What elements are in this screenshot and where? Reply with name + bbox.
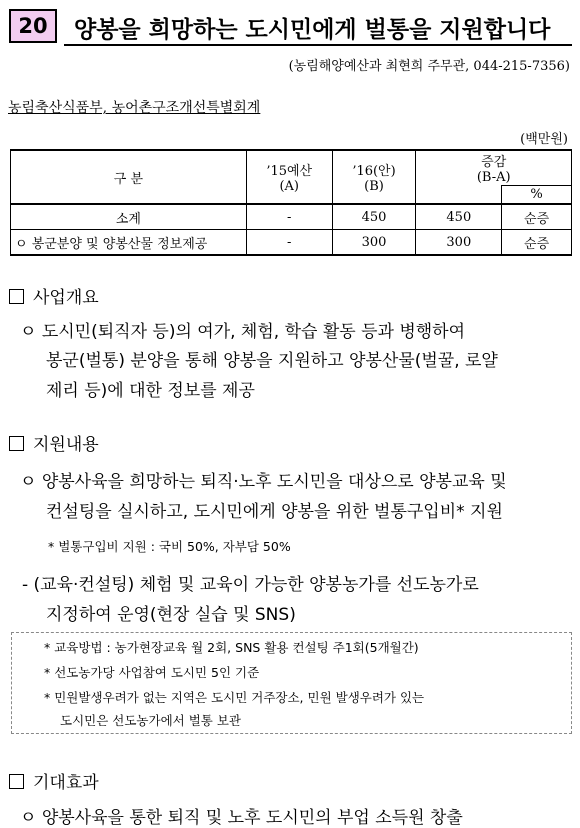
contact-info: (농림해양예산과 최현희 주무관, 044-215-7356) <box>288 59 570 74</box>
notes-box-line-1: * 교육방법 : 농가현장교육 월 2회, SNS 활용 컨설팅 주1회(5개월간) <box>44 640 419 655</box>
row-pct: 순증 <box>502 230 572 256</box>
row-2016: 450 <box>332 204 416 230</box>
header-diff: 증감 (B-A) <box>416 150 572 186</box>
section-effect-heading: 기대효과 <box>9 768 99 793</box>
account-label: 농림축산식품부, 농어촌구조개선특별회계 <box>8 100 261 116</box>
checkbox-square-icon <box>9 289 24 304</box>
overview-line-1: ㅇ 도시민(퇴직자 등)의 여가, 체험, 학습 활동 등과 병행하여 <box>20 322 466 342</box>
header-category: 구 분 <box>11 150 247 204</box>
header-2016: ’16(안) (B) <box>332 150 416 204</box>
support-line-2: 컨설팅을 실시하고, 도시민에게 양봉을 위한 벌통구입비* 지원 <box>46 502 503 522</box>
section-overview-heading: 사업개요 <box>9 283 99 308</box>
unit-label: (백만원) <box>520 132 568 147</box>
support-note: * 벌통구입비 지원 : 국비 50%, 자부담 50% <box>48 539 291 554</box>
notes-box-line-4: 도시민은 선도농가에서 벌통 보관 <box>60 713 241 728</box>
support-dash-line-2: 지정하여 운영(현장 실습 및 SNS) <box>46 605 296 625</box>
row-diff: 300 <box>416 230 502 256</box>
row-pct: 순증 <box>502 204 572 230</box>
row-name: 소계 <box>11 204 247 230</box>
page-title: 양봉을 희망하는 도시민에게 벌통을 지원합니다 <box>74 17 551 43</box>
row-diff: 450 <box>416 204 502 230</box>
table-row <box>11 204 572 230</box>
notes-box-line-2: * 선도농가당 사업참여 도시민 5인 기준 <box>44 665 260 680</box>
effect-line-1: ㅇ 양봉사육을 통한 퇴직 및 노후 도시민의 부업 소득원 창출 <box>20 808 463 828</box>
row-2015: - <box>246 230 332 256</box>
overview-line-3: 제리 등)에 대한 정보를 제공 <box>46 381 255 401</box>
overview-line-2: 봉군(벌통) 분양을 통해 양봉을 지원하고 양봉산물(벌꿀, 로얄 <box>46 351 498 371</box>
budget-table <box>10 149 572 256</box>
row-2016: 300 <box>332 230 416 256</box>
support-dash-line-1: - (교육·컨설팅) 체험 및 교육이 가능한 양봉농가를 선도농가로 <box>22 575 479 595</box>
notes-box-line-3: * 민원발생우려가 없는 지역은 도시민 거주장소, 민원 발생우려가 있는 <box>44 690 425 705</box>
title-underline <box>64 44 572 46</box>
row-2015: - <box>246 204 332 230</box>
row-name: ㅇ 봉군분양 및 양봉산물 정보제공 <box>11 230 247 256</box>
checkbox-square-icon <box>9 436 24 451</box>
item-number-badge: 20 <box>9 9 57 43</box>
table-row <box>11 230 572 256</box>
checkbox-square-icon <box>9 774 24 789</box>
support-line-1: ㅇ 양봉사육을 희망하는 퇴직·노후 도시민을 대상으로 양봉교육 및 <box>20 472 507 492</box>
header-2015: ’15예산 (A) <box>246 150 332 204</box>
header-pct: % <box>502 186 572 205</box>
section-support-heading: 지원내용 <box>9 430 99 455</box>
